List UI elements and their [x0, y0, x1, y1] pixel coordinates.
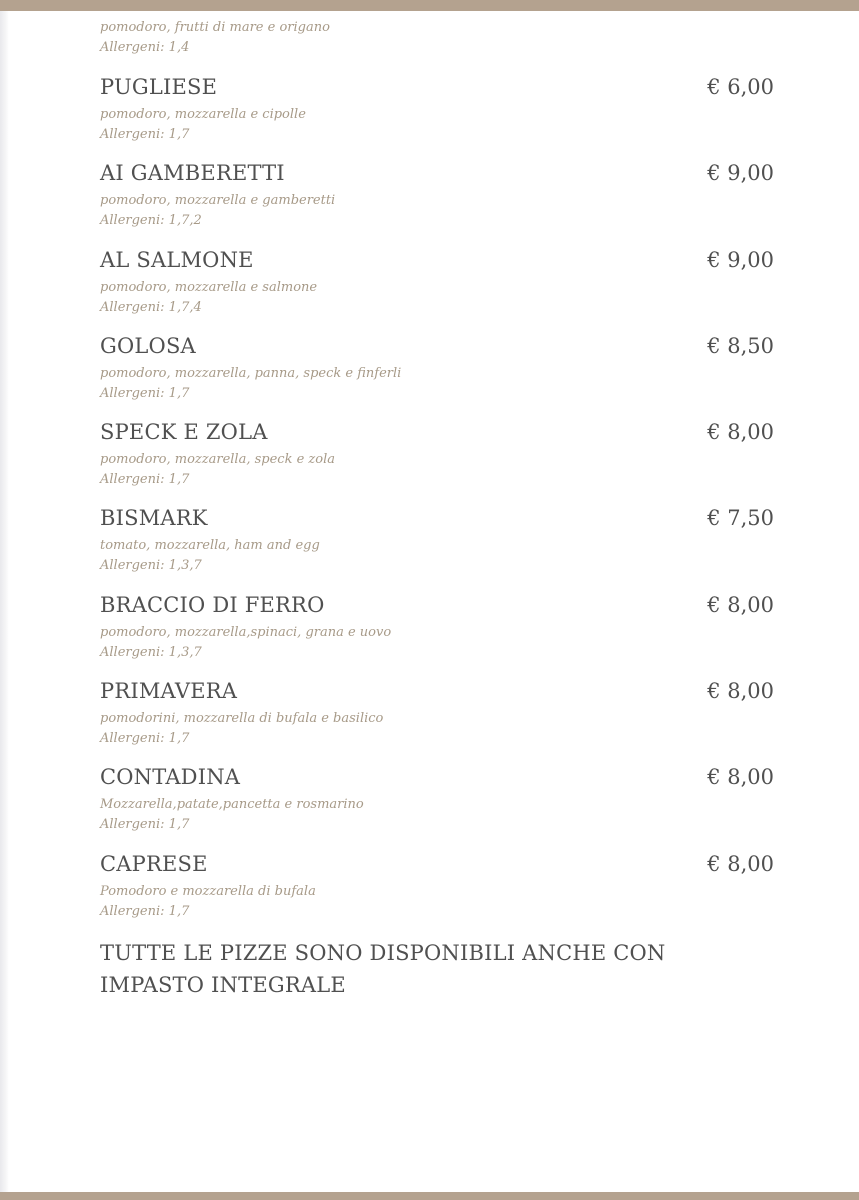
item-description: pomodoro, mozzarella e salmone — [100, 279, 318, 295]
item-price: € 8,50 — [707, 333, 774, 358]
menu-item — [100, 499, 774, 585]
item-description: pomodoro, mozzarella e gamberetti — [100, 193, 336, 209]
item-allergens: Allergeni: 1,3,7 — [100, 558, 202, 574]
menu-item — [100, 758, 774, 844]
item-description: pomodoro, mozzarella e cipolle — [100, 107, 306, 122]
item-allergens: Allergeni: 1,7 — [100, 472, 190, 488]
menu-item — [100, 68, 774, 154]
item-name: BRACCIO DI FERRO — [100, 592, 325, 617]
item-allergens: Allergeni: 1,7 — [100, 817, 190, 833]
item-description: tomato, mozzarella, ham and egg — [100, 538, 320, 554]
partial-item-description: pomodoro, frutti di mare e origano — [100, 20, 330, 35]
item-description: Mozzarella,patate,pancetta e rosmarino — [100, 797, 364, 813]
item-name: CAPRESE — [100, 851, 208, 876]
item-price: € 8,00 — [707, 679, 774, 704]
item-allergens: Allergeni: 1,7 — [100, 127, 190, 142]
pizza-menu — [100, 18, 774, 1001]
item-allergens: Allergeni: 1,7 — [100, 385, 190, 401]
menu-item — [100, 154, 774, 240]
item-description: pomodoro, mozzarella, speck e zola — [100, 452, 335, 468]
item-allergens: Allergeni: 1,3,7 — [100, 644, 202, 660]
item-price: € 9,00 — [707, 247, 774, 272]
item-price: € 8,00 — [707, 420, 774, 445]
item-name: GOLOSA — [100, 333, 196, 358]
item-description: pomodorini, mozzarella di bufala e basilico — [100, 711, 384, 727]
item-name: AI GAMBERETTI — [100, 161, 285, 186]
item-price: € 8,00 — [707, 765, 774, 790]
footer-note: TUTTE LE PIZZE SONO DISPONIBILI ANCHE CON IMPASTO INTEGRALE — [100, 940, 666, 997]
item-price: € 8,00 — [707, 851, 774, 876]
partial-menu-item — [100, 18, 774, 58]
top-accent-bar — [0, 0, 859, 11]
item-allergens: Allergeni: 1,7 — [100, 903, 190, 919]
item-description: Pomodoro e mozzarella di bufala — [100, 883, 316, 899]
menu-item — [100, 672, 774, 758]
item-description: pomodoro, mozzarella,spinaci, grana e uovo — [100, 624, 392, 640]
item-name: SPECK E ZOLA — [100, 420, 268, 445]
item-price: € 7,50 — [707, 506, 774, 531]
item-price: € 8,00 — [707, 592, 774, 617]
partial-item-allergens: Allergeni: 1,4 — [100, 40, 190, 55]
menu-item — [100, 845, 774, 931]
menu-item — [100, 241, 774, 327]
bottom-accent-bar — [0, 1192, 859, 1200]
menu-item — [100, 327, 774, 413]
menu-items — [100, 68, 774, 931]
item-allergens: Allergeni: 1,7,2 — [100, 213, 202, 229]
item-name: AL SALMONE — [100, 247, 254, 272]
item-allergens: Allergeni: 1,7,4 — [100, 299, 202, 315]
item-name: PRIMAVERA — [100, 679, 238, 704]
item-price: € 9,00 — [707, 161, 774, 186]
item-name: BISMARK — [100, 506, 208, 531]
item-allergens: Allergeni: 1,7 — [100, 731, 190, 747]
menu-item — [100, 413, 774, 499]
item-description: pomodoro, mozzarella, panna, speck e finferli — [100, 365, 402, 381]
menu-item — [100, 586, 774, 672]
item-name: CONTADINA — [100, 765, 241, 790]
item-price: € 6,00 — [707, 75, 774, 99]
page-edge-shadow — [0, 11, 9, 1192]
item-name: PUGLIESE — [100, 75, 218, 99]
